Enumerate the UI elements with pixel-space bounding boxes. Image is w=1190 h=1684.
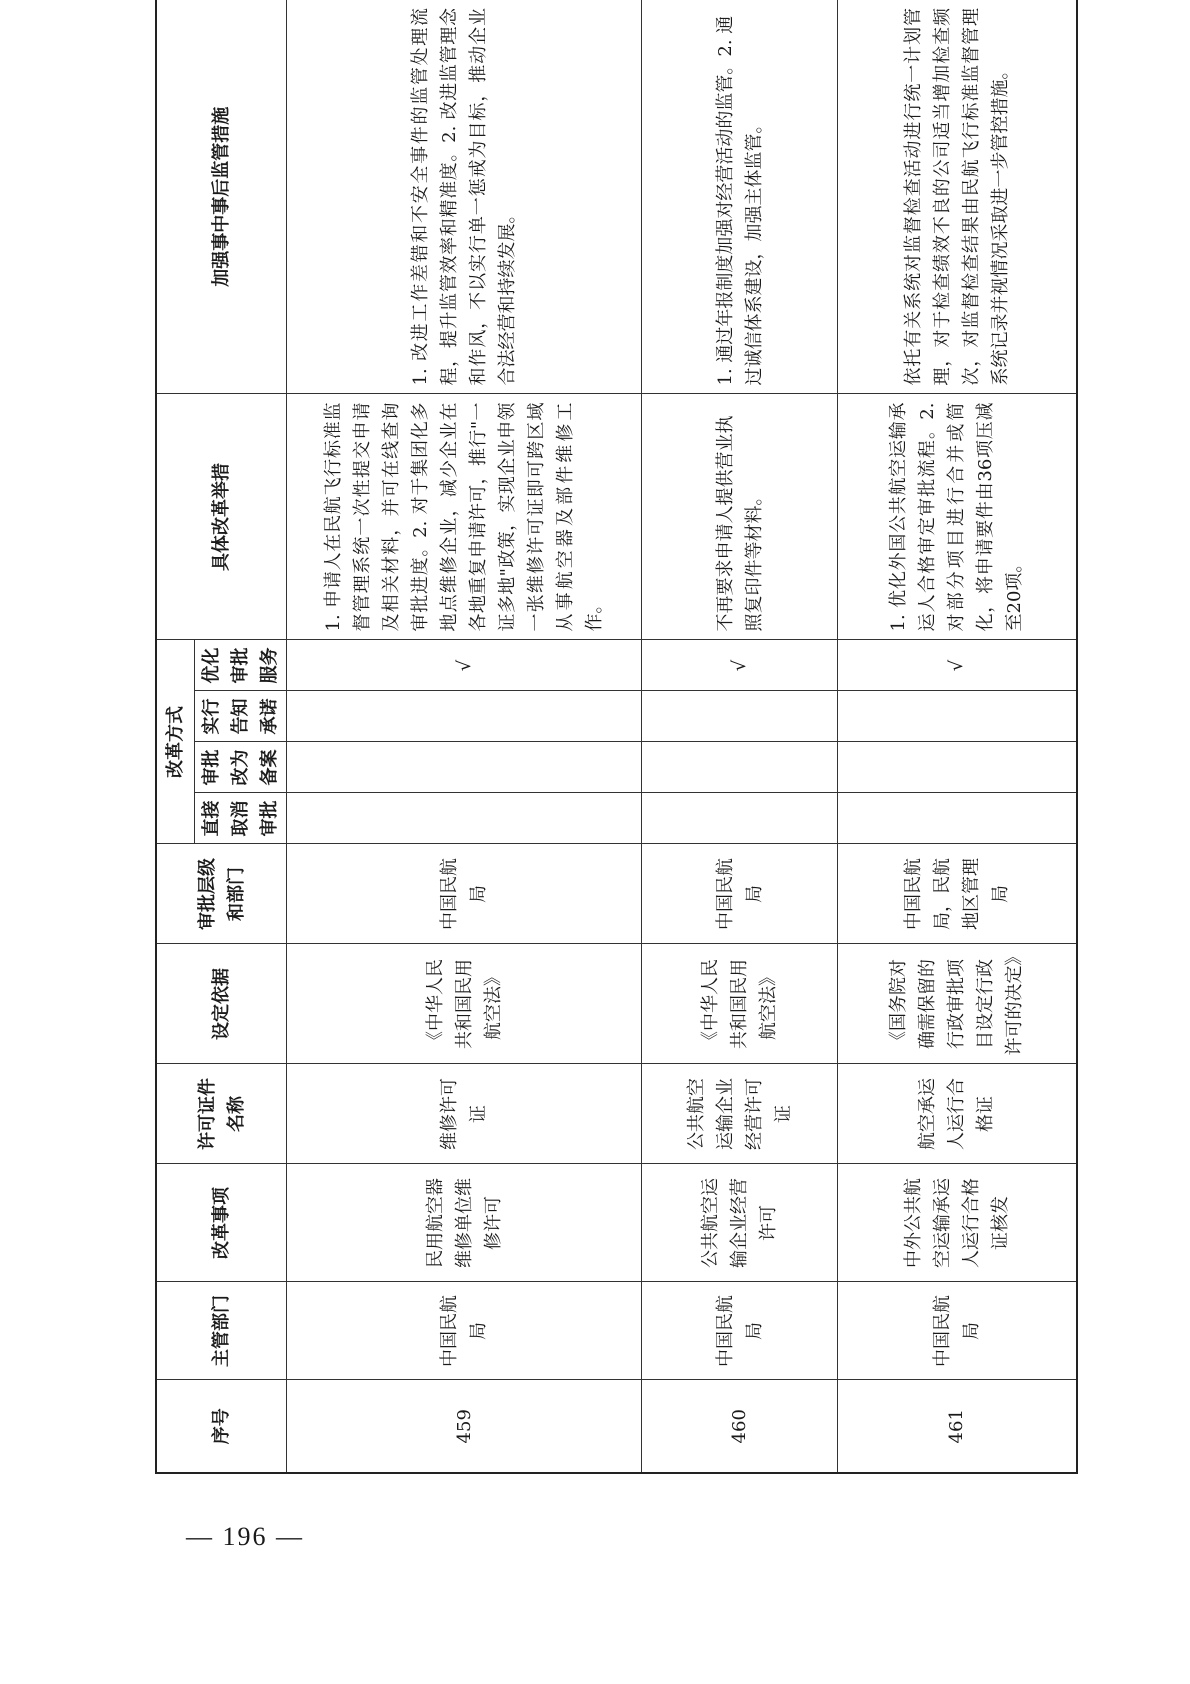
header-mode-cancel: 直接取消审批 bbox=[195, 793, 287, 844]
header-mode-optimize: 优化审批服务 bbox=[195, 640, 287, 691]
header-basis: 设定依据 bbox=[156, 944, 287, 1064]
cell-mode-cancel bbox=[287, 793, 642, 844]
cell-measures: 不再要求申请人提供营业执照复印件等材料。 bbox=[642, 394, 838, 640]
cell-dept: 中国民航局 bbox=[838, 1282, 1077, 1380]
cell-mode-cancel bbox=[642, 793, 838, 844]
cell-mode-optimize: √ bbox=[838, 640, 1077, 691]
cell-supervision: 依托有关系统对监督检查活动进行统一计划管理，对于检查绩效不良的公司适当增加检查频次，对监督检查结果由民航飞行标准监督管理系统记录并视情况采取进一步管控措施。 bbox=[838, 0, 1077, 394]
reform-table bbox=[155, 0, 1078, 1474]
cell-mode-notice bbox=[287, 691, 642, 742]
cell-seq: 459 bbox=[287, 1380, 642, 1473]
table-row bbox=[287, 0, 642, 1473]
rotated-table-container bbox=[155, 0, 1039, 1474]
cell-measures: 1. 申请人在民航飞行标准监督管理系统一次性提交申请及相关材料，并可在线查询审批进度。2. 对于集团化多地点维修企业，减少企业在各地重复申请许可，推行"一证多地"政策，实现企业申领一张维修许可证即可跨区域从事航空器及部件维修工作。 bbox=[287, 394, 642, 640]
table-row bbox=[642, 0, 838, 1473]
cell-seq: 460 bbox=[642, 1380, 838, 1473]
cell-item: 民用航空器维修单位维修许可 bbox=[287, 1164, 642, 1282]
header-license: 许可证件名称 bbox=[156, 1064, 287, 1164]
cell-mode-optimize: √ bbox=[642, 640, 838, 691]
cell-mode-filing bbox=[838, 742, 1077, 793]
cell-item: 中外公共航空运输承运人运行合格证核发 bbox=[838, 1164, 1077, 1282]
cell-basis: 《国务院对确需保留的行政审批项目设定行政许可的决定》 bbox=[838, 944, 1077, 1064]
cell-dept: 中国民航局 bbox=[287, 1282, 642, 1380]
cell-item: 公共航空运输企业经营许可 bbox=[642, 1164, 838, 1282]
cell-level: 中国民航局，民航地区管理局 bbox=[838, 844, 1077, 944]
cell-mode-cancel bbox=[838, 793, 1077, 844]
cell-mode-filing bbox=[642, 742, 838, 793]
header-seq: 序号 bbox=[156, 1380, 287, 1473]
cell-seq: 461 bbox=[838, 1380, 1077, 1473]
header-mode-filing: 审批改为备案 bbox=[195, 742, 287, 793]
table-row bbox=[838, 0, 1077, 1473]
header-item: 改革事项 bbox=[156, 1164, 287, 1282]
header-dept: 主管部门 bbox=[156, 1282, 287, 1380]
page-number: — 196 — bbox=[186, 1522, 304, 1551]
cell-dept: 中国民航局 bbox=[642, 1282, 838, 1380]
cell-basis: 《中华人民共和国民用航空法》 bbox=[287, 944, 642, 1064]
header-measures: 具体改革举措 bbox=[156, 394, 287, 640]
header-level: 审批层级和部门 bbox=[156, 844, 287, 944]
cell-mode-filing bbox=[287, 742, 642, 793]
cell-mode-optimize: √ bbox=[287, 640, 642, 691]
cell-mode-notice bbox=[838, 691, 1077, 742]
cell-supervision: 1. 改进工作差错和不安全事件的监管处理流程，提升监管效率和精准度。2. 改进监管理念和作风，不以实行单一惩戒为目标，推动企业合法经营和持续发展。 bbox=[287, 0, 642, 394]
header-mode-notice: 实行告知承诺 bbox=[195, 691, 287, 742]
cell-level: 中国民航局 bbox=[642, 844, 838, 944]
cell-basis: 《中华人民共和国民用航空法》 bbox=[642, 944, 838, 1064]
cell-supervision: 1. 通过年报制度加强对经营活动的监管。2. 通过诚信体系建设，加强主体监管。 bbox=[642, 0, 838, 394]
cell-license: 公共航空运输企业经营许可证 bbox=[642, 1064, 838, 1164]
header-supervision: 加强事中事后监管措施 bbox=[156, 0, 287, 394]
cell-license: 航空承运人运行合格证 bbox=[838, 1064, 1077, 1164]
header-row-1 bbox=[156, 0, 195, 1473]
cell-mode-notice bbox=[642, 691, 838, 742]
cell-measures: 1. 优化外国公共航空运输承运人合格审定审批流程。2. 对部分项目进行合并或简化，将申请要件由36项压减至20项。 bbox=[838, 394, 1077, 640]
cell-license: 维修许可证 bbox=[287, 1064, 642, 1164]
cell-level: 中国民航局 bbox=[287, 844, 642, 944]
header-reform-mode: 改革方式 bbox=[156, 640, 195, 844]
